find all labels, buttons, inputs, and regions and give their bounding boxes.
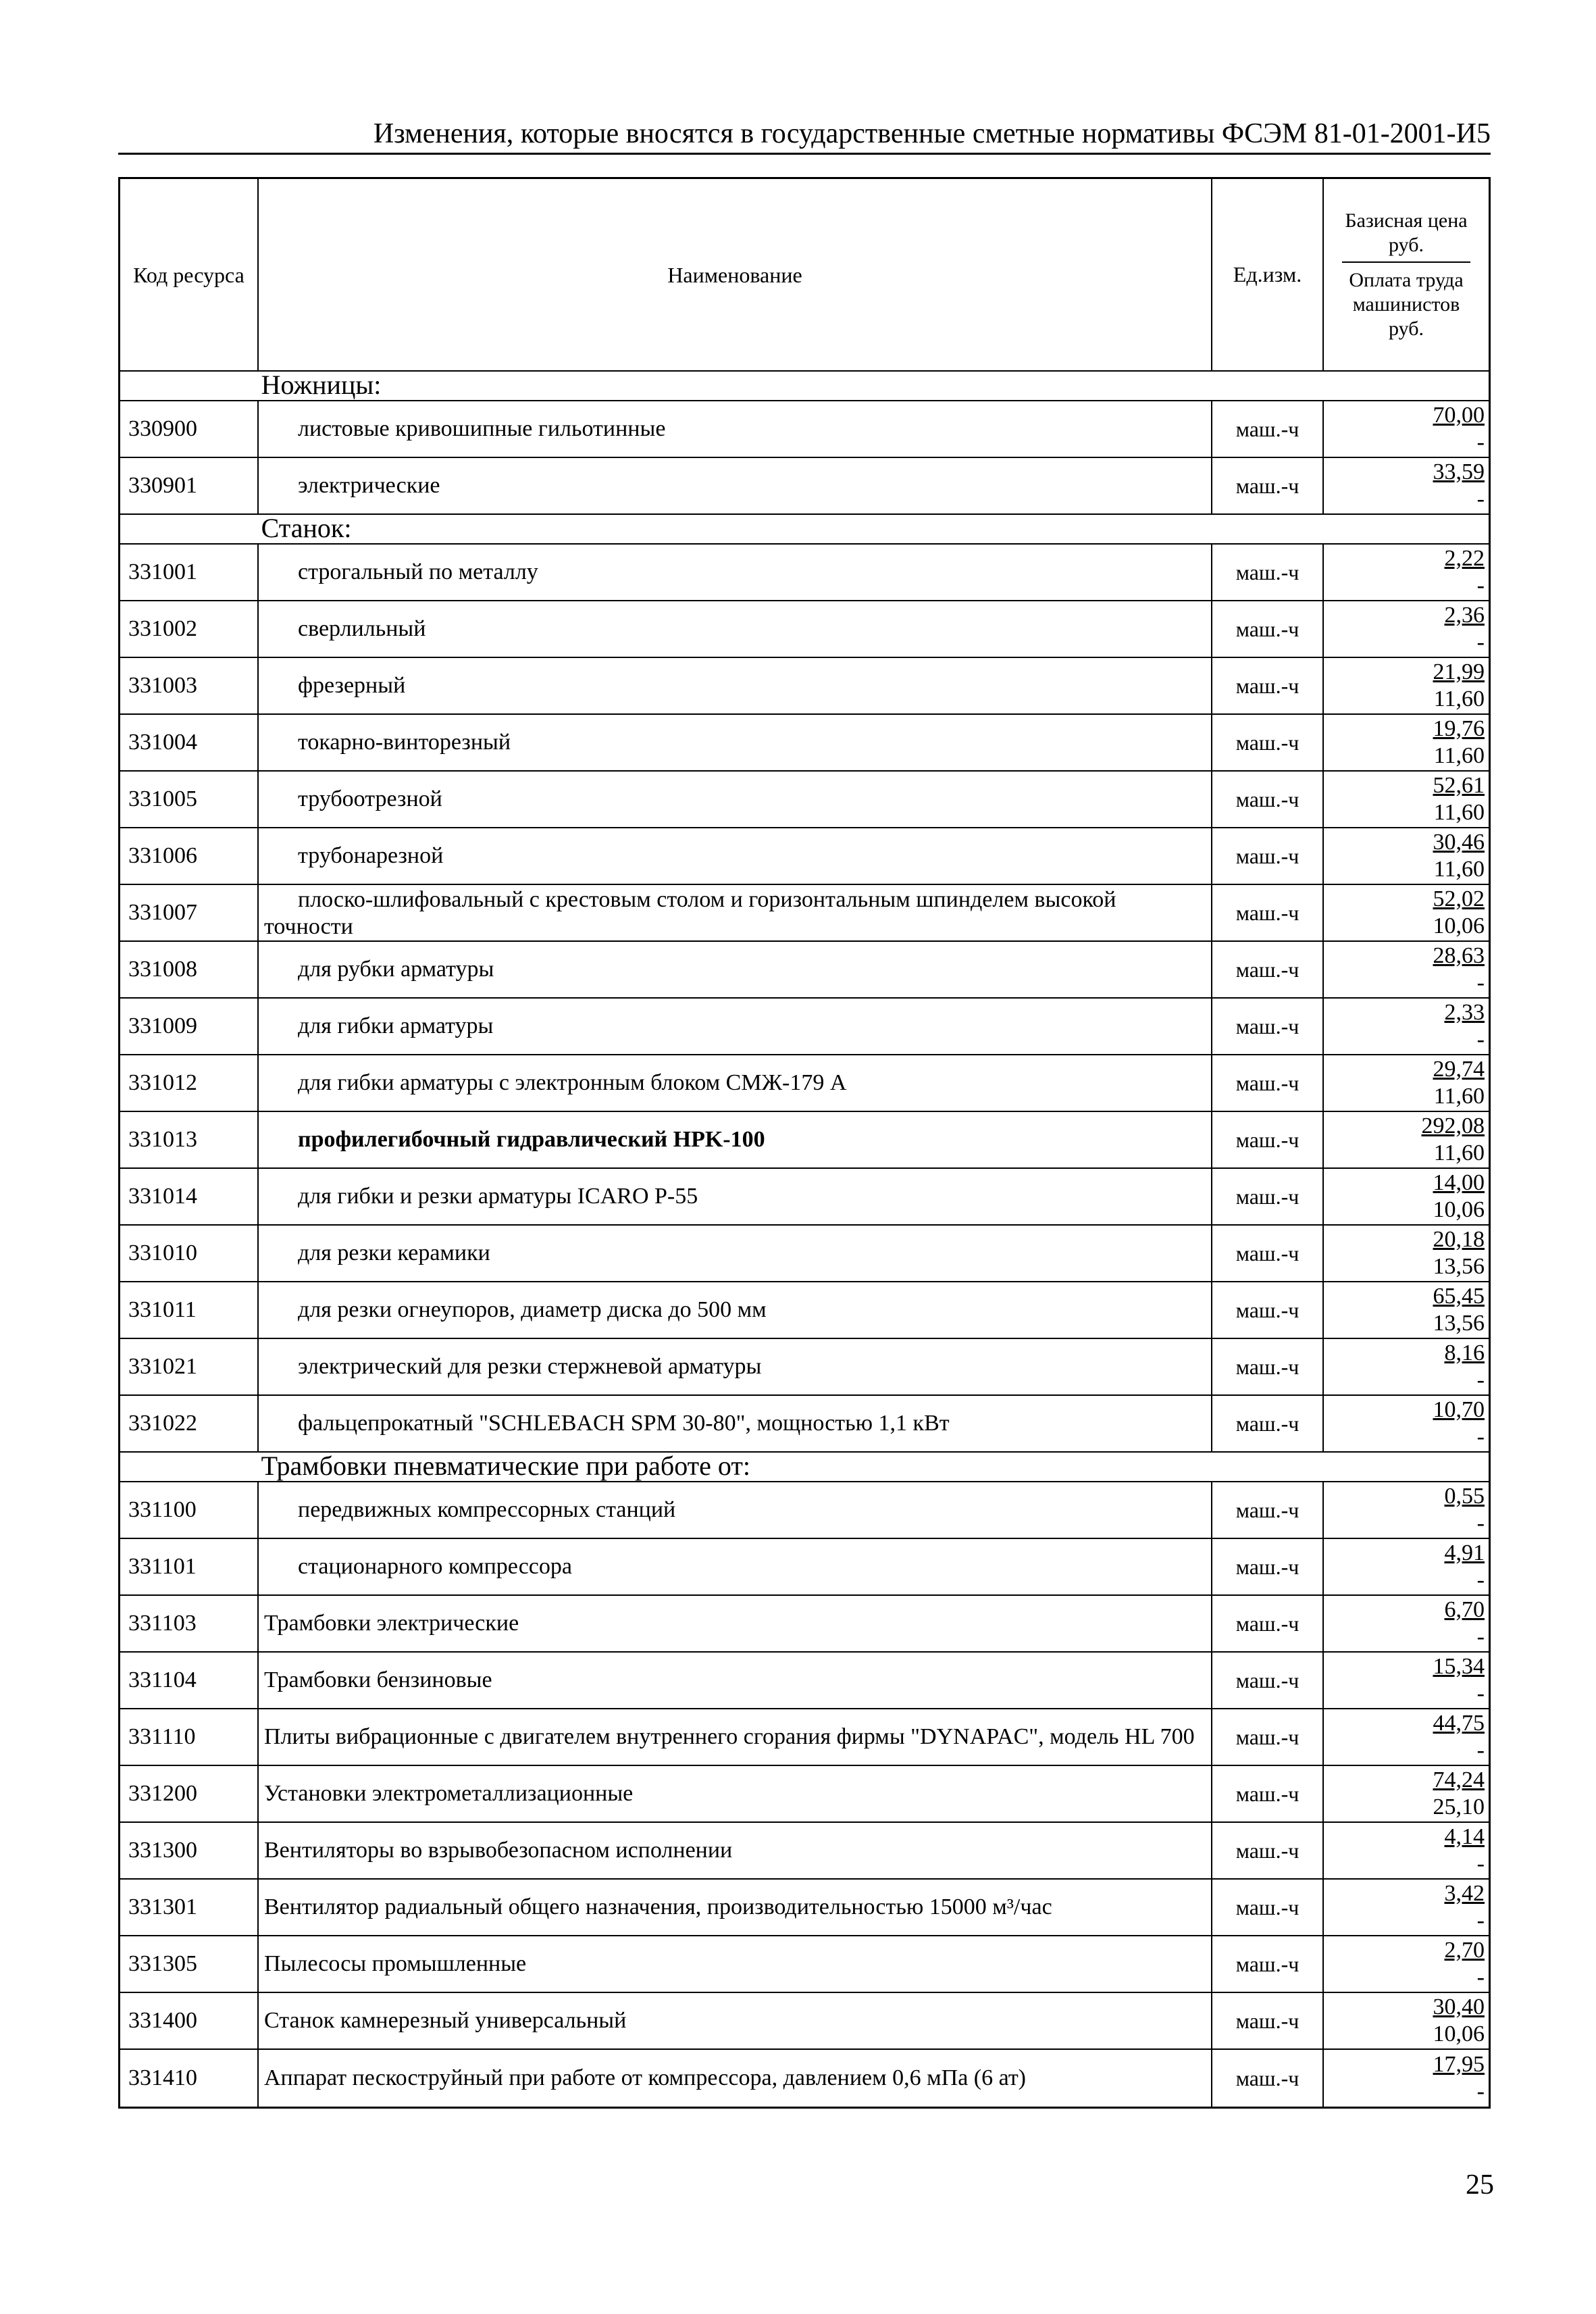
price-wage: 25,10 — [1433, 1794, 1485, 1819]
resource-price — [1324, 1880, 1489, 1935]
price-wage: - — [1476, 630, 1485, 655]
price-base: 33,59 — [1433, 459, 1485, 484]
table-row — [120, 1709, 1489, 1766]
resource-name: Станок камнерезный универсальный — [259, 1993, 1212, 2048]
price-wage: 11,60 — [1433, 1140, 1485, 1165]
resource-name: сверлильный — [259, 601, 1212, 657]
resource-price — [1324, 1823, 1489, 1878]
price-wage: - — [1476, 573, 1485, 598]
resource-price — [1324, 942, 1489, 997]
table-row — [120, 458, 1489, 515]
price-base: 28,63 — [1433, 943, 1485, 968]
price-wage: - — [1476, 1624, 1485, 1649]
resource-code: 331006 — [120, 828, 259, 884]
price-base: 4,14 — [1444, 1824, 1485, 1849]
group-title: Трамбовки пневматические при работе от: — [261, 1453, 750, 1481]
price-base: 70,00 — [1433, 403, 1485, 428]
price-base: 3,42 — [1444, 1881, 1485, 1906]
resource-name: для рубки арматуры — [259, 942, 1212, 997]
resource-price — [1324, 545, 1489, 600]
resource-price — [1324, 1596, 1489, 1651]
table-row — [120, 2050, 1489, 2107]
table-row — [120, 1766, 1489, 1823]
price-wage: - — [1476, 1681, 1485, 1706]
price-wage: - — [1476, 486, 1485, 511]
resource-unit: маш.-ч — [1212, 942, 1324, 997]
table-row — [120, 1226, 1489, 1282]
resource-code: 331100 — [120, 1482, 259, 1538]
table-row — [120, 828, 1489, 885]
resource-name: листовые кривошипные гильотинные — [259, 401, 1212, 457]
resource-unit: маш.-ч — [1212, 1653, 1324, 1708]
resource-code: 331110 — [120, 1709, 259, 1765]
resource-unit: маш.-ч — [1212, 458, 1324, 513]
table-row — [120, 1055, 1489, 1112]
resource-unit: маш.-ч — [1212, 1766, 1324, 1821]
header-price-base: Базисная цена руб. — [1345, 209, 1468, 256]
table-row — [120, 1539, 1489, 1596]
price-wage: 11,60 — [1433, 743, 1485, 768]
price-base: 8,16 — [1444, 1340, 1485, 1365]
resource-unit: маш.-ч — [1212, 658, 1324, 713]
resource-name: Трамбовки бензиновые — [259, 1653, 1212, 1708]
resource-price — [1324, 1226, 1489, 1281]
resource-name: для гибки и резки арматуры ICARO P-55 — [259, 1169, 1212, 1224]
price-base: 0,55 — [1444, 1484, 1485, 1509]
group-title: Станок: — [261, 515, 352, 543]
resource-code: 331012 — [120, 1055, 259, 1111]
price-base: 19,76 — [1433, 716, 1485, 741]
table-row — [120, 1482, 1489, 1539]
resource-code: 331004 — [120, 715, 259, 770]
resource-code: 331009 — [120, 999, 259, 1054]
resource-price — [1324, 1112, 1489, 1167]
resource-code: 330901 — [120, 458, 259, 513]
price-wage: 10,06 — [1433, 2021, 1485, 2046]
price-base: 2,22 — [1444, 546, 1485, 571]
price-wage: 10,06 — [1433, 913, 1485, 938]
resource-code: 331200 — [120, 1766, 259, 1821]
price-wage: 11,60 — [1433, 800, 1485, 825]
resource-code: 331011 — [120, 1282, 259, 1338]
table-row — [120, 1936, 1489, 1993]
resource-code: 331103 — [120, 1596, 259, 1651]
resource-code: 330900 — [120, 401, 259, 457]
price-base: 292,08 — [1421, 1113, 1485, 1138]
price-base: 44,75 — [1433, 1711, 1485, 1736]
resource-name: фрезерный — [259, 658, 1212, 713]
resource-name: токарно-винторезный — [259, 715, 1212, 770]
price-base: 74,24 — [1433, 1767, 1485, 1792]
resource-price — [1324, 772, 1489, 827]
document-header: Изменения, которые вносятся в государственные сметные нормативы ФСЭМ 81-01-2001-И5 — [118, 115, 1491, 155]
resource-name: для гибки арматуры с электронным блоком СМЖ-179 А — [259, 1055, 1212, 1111]
resource-code: 331021 — [120, 1339, 259, 1394]
resource-code: 331002 — [120, 601, 259, 657]
resource-unit: маш.-ч — [1212, 545, 1324, 600]
table-row — [120, 1169, 1489, 1226]
table-row — [120, 658, 1489, 715]
resource-unit: маш.-ч — [1212, 1596, 1324, 1651]
resource-unit: маш.-ч — [1212, 1539, 1324, 1594]
price-wage: - — [1476, 1851, 1485, 1876]
price-wage: 11,60 — [1433, 857, 1485, 882]
resource-name: Установки электрометаллизационные — [259, 1766, 1212, 1821]
resource-unit: маш.-ч — [1212, 1282, 1324, 1338]
group-row — [120, 1453, 1489, 1482]
price-base: 6,70 — [1444, 1597, 1485, 1622]
resource-price — [1324, 1396, 1489, 1451]
resource-price — [1324, 401, 1489, 457]
resource-name: электрический для резки стержневой арматуры — [259, 1339, 1212, 1394]
resource-unit: маш.-ч — [1212, 1112, 1324, 1167]
group-code-cell — [120, 515, 259, 543]
price-wage: - — [1476, 1511, 1485, 1536]
price-base: 30,40 — [1433, 1994, 1485, 2019]
resource-code: 331022 — [120, 1396, 259, 1451]
table-row — [120, 1823, 1489, 1880]
group-row — [120, 372, 1489, 401]
header-code: Код ресурса — [120, 179, 259, 370]
resource-code: 331014 — [120, 1169, 259, 1224]
resource-name: электрические — [259, 458, 1212, 513]
resource-unit: маш.-ч — [1212, 1936, 1324, 1992]
resource-code: 331301 — [120, 1880, 259, 1935]
price-wage: - — [1476, 1908, 1485, 1933]
resource-price — [1324, 1653, 1489, 1708]
resource-name: Пылесосы промышленные — [259, 1936, 1212, 1992]
price-wage: 13,56 — [1433, 1254, 1485, 1279]
price-base: 2,70 — [1444, 1938, 1485, 1963]
price-wage: 11,60 — [1433, 1084, 1485, 1109]
resource-price — [1324, 1709, 1489, 1765]
table-row — [120, 401, 1489, 458]
table-row — [120, 1880, 1489, 1936]
price-base: 2,36 — [1444, 603, 1485, 628]
resource-price — [1324, 715, 1489, 770]
price-wage: - — [1476, 2079, 1485, 2104]
price-base: 4,91 — [1444, 1540, 1485, 1565]
resource-price — [1324, 1539, 1489, 1594]
resource-name: Вентилятор радиальный общего назначения, производительностью 15000 м³/час — [259, 1880, 1212, 1935]
resource-unit: маш.-ч — [1212, 601, 1324, 657]
header-price — [1324, 179, 1489, 370]
resource-price — [1324, 999, 1489, 1054]
table-header-row — [120, 179, 1489, 372]
price-base: 52,02 — [1433, 886, 1485, 911]
resource-price — [1324, 601, 1489, 657]
price-wage: - — [1476, 1424, 1485, 1449]
resource-name: для гибки арматуры — [259, 999, 1212, 1054]
resource-unit: маш.-ч — [1212, 1482, 1324, 1538]
price-wage: - — [1476, 1567, 1485, 1592]
price-base: 20,18 — [1433, 1227, 1485, 1252]
price-wage: 11,60 — [1433, 686, 1485, 711]
resource-code: 331003 — [120, 658, 259, 713]
resource-price — [1324, 1339, 1489, 1394]
resource-name: трубонарезной — [259, 828, 1212, 884]
header-unit: Ед.изм. — [1212, 179, 1324, 370]
price-wage: - — [1476, 1027, 1485, 1052]
resource-name: Плиты вибрационные с двигателем внутреннего сгорания фирмы "DYNAPAC", модель HL 700 — [259, 1709, 1212, 1765]
resource-unit: маш.-ч — [1212, 1169, 1324, 1224]
resource-name: Вентиляторы во взрывобезопасном исполнении — [259, 1823, 1212, 1878]
header-price-wage: Оплата труда машинистов руб. — [1349, 268, 1464, 340]
group-code-cell — [120, 372, 259, 400]
resource-price — [1324, 1482, 1489, 1538]
resource-code: 331001 — [120, 545, 259, 600]
resource-price — [1324, 1282, 1489, 1338]
resource-price — [1324, 1936, 1489, 1992]
resource-name: Трамбовки электрические — [259, 1596, 1212, 1651]
price-base: 65,45 — [1433, 1284, 1485, 1309]
group-title: Ножницы: — [261, 372, 382, 400]
price-base: 21,99 — [1433, 659, 1485, 684]
resource-name: фальцепрокатный "SCHLEBACH SPM 30-80", мощностью 1,1 кВт — [259, 1396, 1212, 1451]
resource-table — [118, 177, 1491, 2109]
resource-unit: маш.-ч — [1212, 1993, 1324, 2048]
resource-name: строгальный по металлу — [259, 545, 1212, 600]
page-number: 25 — [1466, 2169, 1494, 2200]
group-row — [120, 515, 1489, 545]
resource-unit: маш.-ч — [1212, 772, 1324, 827]
group-code-cell — [120, 1453, 259, 1481]
resource-code: 331010 — [120, 1226, 259, 1281]
resource-code: 331005 — [120, 772, 259, 827]
resource-price — [1324, 828, 1489, 884]
resource-name: трубоотрезной — [259, 772, 1212, 827]
price-base: 2,33 — [1444, 1000, 1485, 1025]
resource-name: передвижных компрессорных станций — [259, 1482, 1212, 1538]
table-row — [120, 1653, 1489, 1709]
resource-unit: маш.-ч — [1212, 1226, 1324, 1281]
price-base: 15,34 — [1433, 1654, 1485, 1679]
resource-unit: маш.-ч — [1212, 1339, 1324, 1394]
resource-code: 331007 — [120, 885, 259, 940]
table-row — [120, 1396, 1489, 1453]
price-wage: 13,56 — [1433, 1311, 1485, 1336]
resource-code: 331300 — [120, 1823, 259, 1878]
table-row — [120, 1282, 1489, 1339]
resource-code: 331410 — [120, 2050, 259, 2107]
resource-price — [1324, 2050, 1489, 2107]
table-row — [120, 999, 1489, 1055]
resource-price — [1324, 658, 1489, 713]
table-row — [120, 1596, 1489, 1653]
table-row — [120, 942, 1489, 999]
table-row — [120, 545, 1489, 601]
price-base: 10,70 — [1433, 1397, 1485, 1422]
table-row — [120, 885, 1489, 942]
resource-code: 331305 — [120, 1936, 259, 1992]
price-base: 30,46 — [1433, 830, 1485, 855]
resource-name: стационарного компрессора — [259, 1539, 1212, 1594]
table-row — [120, 772, 1489, 828]
price-base: 52,61 — [1433, 773, 1485, 798]
price-wage: - — [1476, 430, 1485, 455]
resource-price — [1324, 1169, 1489, 1224]
table-row — [120, 1112, 1489, 1169]
table-row — [120, 715, 1489, 772]
resource-price — [1324, 1055, 1489, 1111]
price-base: 29,74 — [1433, 1057, 1485, 1082]
price-base: 17,95 — [1433, 2052, 1485, 2077]
price-wage: - — [1476, 1738, 1485, 1763]
resource-unit: маш.-ч — [1212, 401, 1324, 457]
resource-code: 331008 — [120, 942, 259, 997]
price-wage: - — [1476, 970, 1485, 995]
price-wage: - — [1476, 1367, 1485, 1392]
resource-unit: маш.-ч — [1212, 2050, 1324, 2107]
price-wage: - — [1476, 1965, 1485, 1990]
resource-unit: маш.-ч — [1212, 828, 1324, 884]
resource-price — [1324, 885, 1489, 940]
table-row — [120, 601, 1489, 658]
resource-code: 331400 — [120, 1993, 259, 2048]
resource-unit: маш.-ч — [1212, 1709, 1324, 1765]
resource-code: 331104 — [120, 1653, 259, 1708]
resource-code: 331101 — [120, 1539, 259, 1594]
resource-name: для резки керамики — [259, 1226, 1212, 1281]
resource-unit: маш.-ч — [1212, 1055, 1324, 1111]
resource-code: 331013 — [120, 1112, 259, 1167]
resource-name: профилегибочный гидравлический HPK-100 — [259, 1112, 1212, 1167]
table-row — [120, 1993, 1489, 2050]
table-row — [120, 1339, 1489, 1396]
resource-price — [1324, 1766, 1489, 1821]
resource-name: для резки огнеупоров, диаметр диска до 500 мм — [259, 1282, 1212, 1338]
resource-unit: маш.-ч — [1212, 999, 1324, 1054]
price-base: 14,00 — [1433, 1170, 1485, 1195]
resource-unit: маш.-ч — [1212, 715, 1324, 770]
resource-name: Аппарат пескоструйный при работе от компрессора, давлением 0,6 мПа (6 ат) — [259, 2050, 1212, 2107]
resource-unit: маш.-ч — [1212, 885, 1324, 940]
price-wage: 10,06 — [1433, 1197, 1485, 1222]
resource-price — [1324, 458, 1489, 513]
header-name: Наименование — [259, 179, 1212, 370]
resource-unit: маш.-ч — [1212, 1396, 1324, 1451]
resource-price — [1324, 1993, 1489, 2048]
resource-name: плоско-шлифовальный с крестовым столом и горизонтальным шпинделем высокой точности — [259, 885, 1212, 940]
resource-unit: маш.-ч — [1212, 1823, 1324, 1878]
resource-unit: маш.-ч — [1212, 1880, 1324, 1935]
